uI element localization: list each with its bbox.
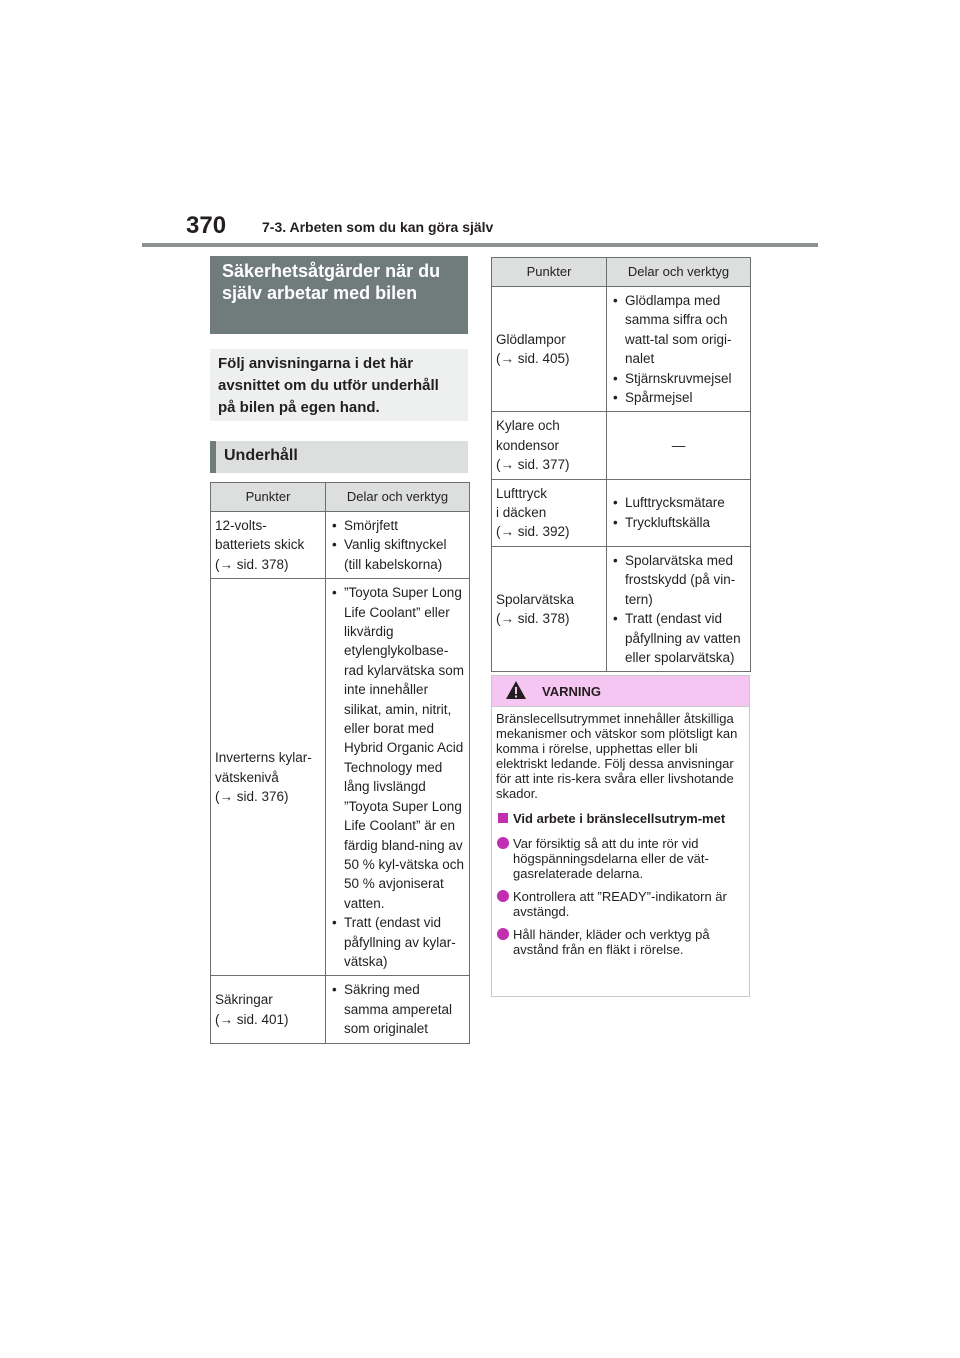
table-row — [492, 479, 751, 546]
row-tools — [326, 976, 470, 1044]
tool-item: • Spolarvätska med frostskydd (på vin-tern) — [611, 551, 746, 609]
row-tools: — — [607, 412, 751, 479]
square-bullet-icon — [498, 813, 508, 823]
row-item: Spolarvätska (→ sid. 378) — [492, 546, 607, 671]
warning-text: Bränslecellsutrymmet innehåller åtskilliga mekanismer och vätskor som plötsligt kan komma i rörelse, upphettas eller bli elektriskt ledande. Följ dessa anvisningar för att inte ris-kera svåra eller livshotande skador. — [496, 711, 738, 801]
warning-subheading — [496, 811, 743, 826]
table-row — [211, 512, 470, 579]
warning-item — [496, 889, 743, 919]
warning-item — [496, 836, 743, 881]
tool-item: • Vanlig skiftnyckel (till kabelskorna) — [330, 535, 465, 574]
column-header-tools: Delar och verktyg — [607, 258, 751, 287]
warning-item — [496, 927, 743, 957]
tool-item: • Tratt (endast vid påfyllning av kylar-vätska) — [330, 913, 465, 971]
subheading: Underhåll — [210, 441, 468, 473]
table-row — [492, 546, 751, 671]
tool-item: • Tryckluftskälla — [611, 513, 746, 532]
warning-header — [492, 676, 749, 707]
maintenance-table-left — [210, 482, 470, 1044]
table-header-row — [211, 483, 470, 512]
row-tools — [607, 287, 751, 412]
tool-item: • Stjärnskruvmejsel — [611, 369, 746, 388]
row-item: Lufttryck i däcken (→ sid. 392) — [492, 479, 607, 546]
warning-icon — [505, 680, 527, 700]
table-row — [492, 412, 751, 479]
column-header-tools: Delar och verktyg — [326, 483, 470, 512]
tool-item: • Spårmejsel — [611, 388, 746, 407]
column-header-items: Punkter — [492, 258, 607, 287]
row-item: Inverterns kylar- vätskenivå (→ sid. 376) — [211, 579, 326, 976]
page-title: Säkerhetsåtgärder när du själv arbetar med bilen — [210, 256, 468, 334]
table-row — [492, 287, 751, 412]
warning-item-text: Håll händer, kläder och verktyg på avstånd från en fläkt i rörelse. — [513, 927, 710, 957]
tool-item: • Glödlampa med samma siffra och watt-tal som origi-nalet — [611, 291, 746, 369]
table-header-row — [492, 258, 751, 287]
table-row — [211, 976, 470, 1044]
warning-item-text: Var försiktig så att du inte rör vid högspänningsdelarna eller de vät-gasrelaterade delarna. — [513, 836, 709, 881]
row-item: Säkringar (→ sid. 401) — [211, 976, 326, 1044]
circle-bullet-icon — [497, 928, 509, 940]
maintenance-table-right — [491, 257, 751, 672]
warning-body — [492, 707, 749, 957]
tool-item: • Tratt (endast vid påfyllning av vatten eller spolarvätska) — [611, 609, 746, 667]
row-tools — [326, 512, 470, 579]
row-tools — [326, 579, 470, 976]
tool-item: • Smörjfett — [330, 516, 465, 535]
tool-item: • Säkring med samma amperetal som originalet — [330, 980, 465, 1038]
row-tools — [607, 479, 751, 546]
column-header-items: Punkter — [211, 483, 326, 512]
row-tools — [607, 546, 751, 671]
row-item: 12-volts- batteriets skick (→ sid. 378) — [211, 512, 326, 579]
circle-bullet-icon — [497, 890, 509, 902]
warning-box — [491, 675, 750, 997]
warning-title: VARNING — [542, 684, 601, 699]
page-number: 370 — [186, 212, 227, 239]
section-title: 7-3. Arbeten som du kan göra själv — [262, 219, 494, 235]
circle-bullet-icon — [497, 837, 509, 849]
tool-item: • Lufttrycksmätare — [611, 493, 746, 512]
row-item: Glödlampor (→ sid. 405) — [492, 287, 607, 412]
intro-text: Följ anvisningarna i det här avsnittet om du utför underhåll på bilen på egen hand. — [210, 349, 468, 421]
warning-item-text: Kontrollera att ”READY”-indikatorn är avstängd. — [513, 889, 727, 919]
warning-subheading-text: Vid arbete i bränslecellsutrym-met — [513, 811, 726, 826]
row-item: Kylare och kondensor (→ sid. 377) — [492, 412, 607, 479]
tool-item: • ”Toyota Super Long Life Coolant” eller likvärdig etylenglykolbase-rad kylarvätska som inte innehåller silikat, amin, nitrit, eller borat med Hybrid Organic Acid Technology med lång livslängd ”Toyota Super Long Life Coolant” är en färdig bland-ning av 50 % kyl-vätska och 50 % avjoniserat vatten. — [330, 583, 465, 913]
header-rule — [142, 243, 818, 247]
table-row — [211, 579, 470, 976]
